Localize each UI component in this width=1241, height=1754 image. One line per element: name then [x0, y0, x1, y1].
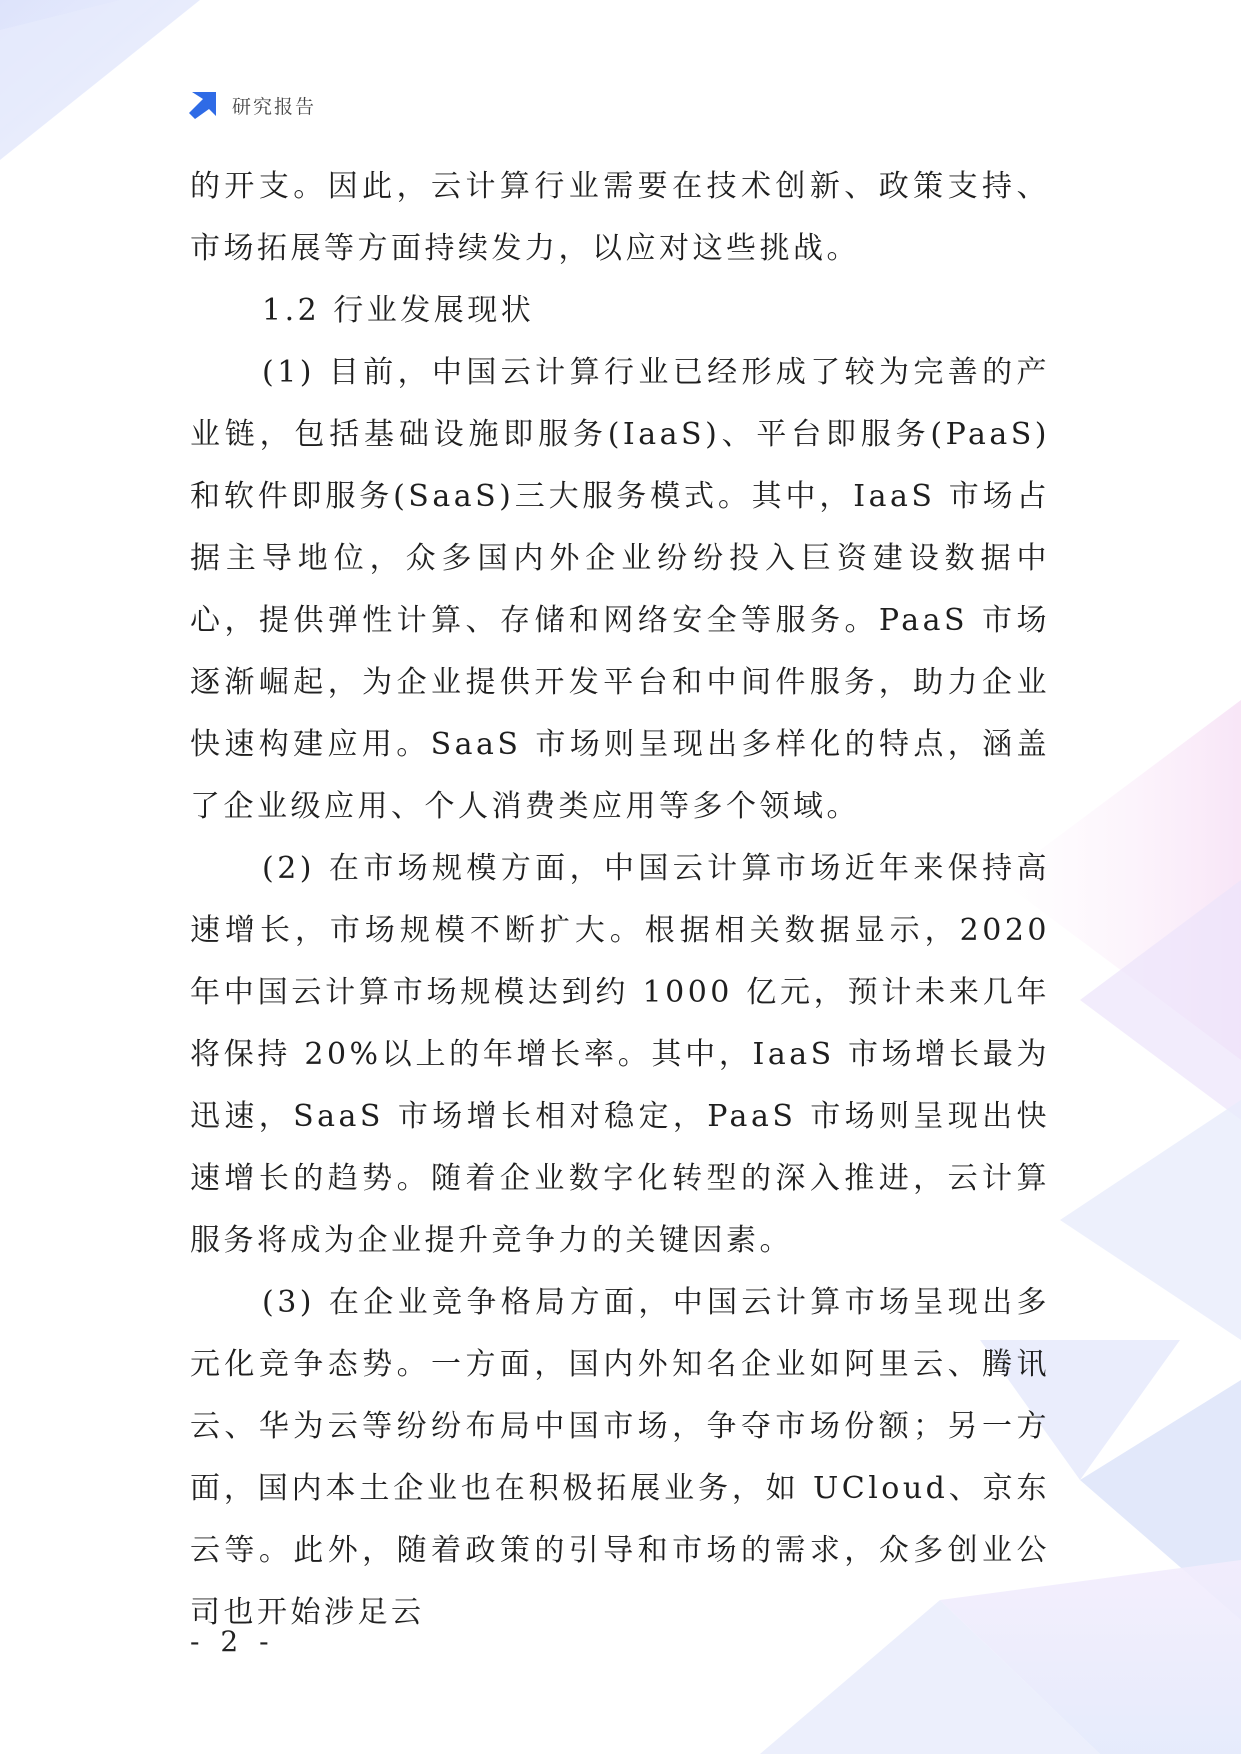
document-header [186, 88, 316, 122]
arrow-up-right-icon [186, 88, 220, 122]
body-paragraph: (2) 在市场规模方面，中国云计算市场近年来保持高速增长，市场规模不断扩大。根据相关数据显示，2020 年中国云计算市场规模达到约 1000 亿元，预计未来几年将保持 20%以上的年增长率。其中，IaaS 市场增长最为迅速，SaaS 市场增长相对稳定，PaaS 市场则呈现出快速增长的趋势。随着企业数字化转型的深入推进，云计算服务将成为企业提升竞争力的关键因素。 [190, 851, 1050, 1258]
body-paragraph: (1) 目前，中国云计算行业已经形成了较为完善的产业链，包括基础设施即服务(IaaS)、平台即服务(PaaS)和软件即服务(SaaS)三大服务模式。其中，IaaS 市场占据主导地位，众多国内外企业纷纷投入巨资建设数据中心，提供弹性计算、存储和网络安全等服务。PaaS 市场逐渐崛起，为企业提供开发平台和中间件服务，助力企业快速构建应用。SaaS 市场则呈现出多样化的特点，涵盖了企业级应用、个人消费类应用等多个领域。 [190, 355, 1050, 824]
section-heading: 1.2 行业发展现状 [262, 293, 535, 328]
document-body [190, 156, 1050, 1644]
body-paragraph: (3) 在企业竞争格局方面，中国云计算市场呈现出多元化竞争态势。一方面，国内外知名企业如阿里云、腾讯云、华为云等纷纷布局中国市场，争夺市场份额；另一方面，国内本土企业也在积极拓展业务，如 UCloud、京东云等。此外，随着政策的引导和市场的需求，众多创业公司也开始涉足云 [190, 1285, 1050, 1630]
intro-paragraph: 的开支。因此，云计算行业需要在技术创新、政策支持、市场拓展等方面持续发力，以应对这些挑战。 [190, 169, 1050, 266]
header-title: 研究报告 [232, 95, 317, 118]
page-number: - 2 - [190, 1625, 275, 1658]
